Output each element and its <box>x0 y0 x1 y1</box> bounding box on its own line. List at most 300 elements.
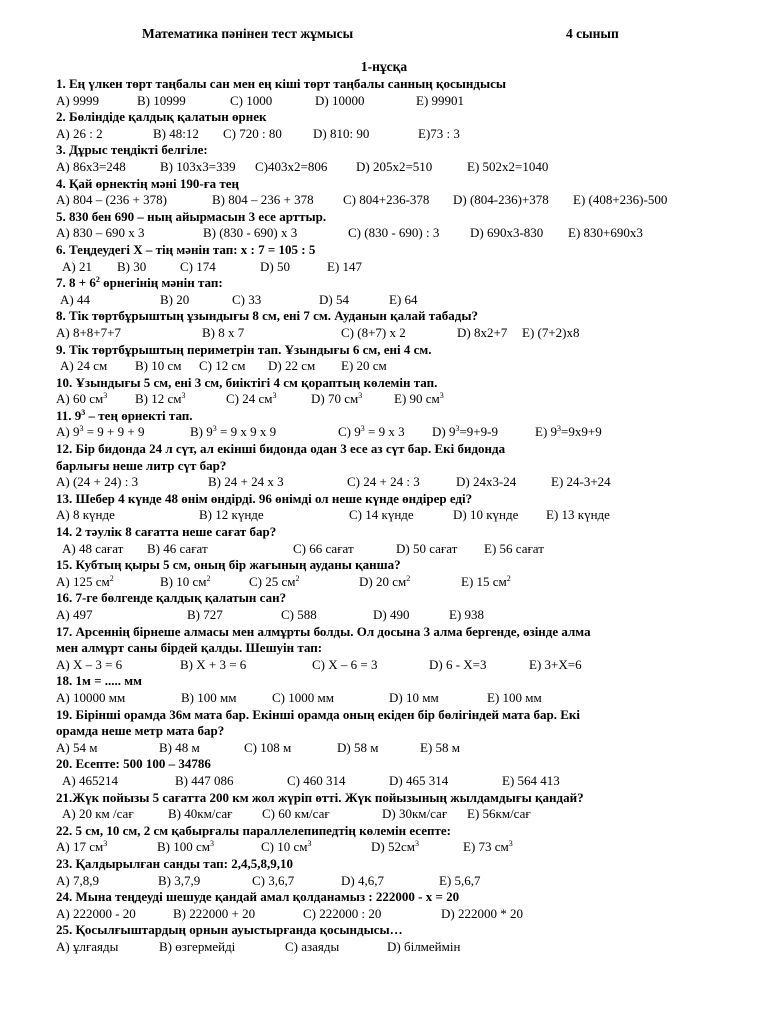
question-6 <box>56 242 756 259</box>
answer-option-d <box>382 806 447 823</box>
answer-option-d <box>432 424 498 441</box>
answer-option-text: С) 460 314 <box>287 772 346 788</box>
answer-option-c <box>232 292 261 309</box>
answer-option-text: В) 12 см <box>135 391 182 407</box>
question-text <box>56 590 756 607</box>
answer-option-a <box>56 607 92 624</box>
answer-option-superscript: 3 <box>212 424 217 434</box>
question-text-main: 9. Тiк төртбұрыштың периметрiн тап. Ұзындығы 6 см, енi 4 см. <box>56 341 432 357</box>
answer-option-b <box>202 325 244 342</box>
answer-option-text: А) 10000 мм <box>56 689 126 705</box>
answer-option-text: D) 4,6,7 <box>341 872 384 888</box>
question-text <box>56 524 756 541</box>
answer-option-text: С) (8+7) х 2 <box>341 324 406 340</box>
question-text <box>56 308 756 325</box>
question-text <box>56 275 756 292</box>
question-text-main: 10. Ұзындығы 5 см, енi 3 см, биiктiгi 4 см қораптың көлемiн тап. <box>56 374 438 390</box>
answer-option-text: В) 8 х 7 <box>202 324 245 340</box>
answer-option-text: В) 3,7,9 <box>158 872 201 888</box>
answer-options <box>56 325 756 342</box>
answer-option-superscript: 3 <box>307 839 312 849</box>
answer-option-text: E) 56 сағат <box>484 540 544 556</box>
answer-option-text: D) 9 <box>432 424 456 440</box>
question-text-main: 3. Дұрыс теңдiктi белгiле: <box>56 142 208 158</box>
answer-option-c <box>338 424 405 441</box>
answer-option-c <box>347 474 420 491</box>
answer-option-text: E) 147 <box>327 258 363 274</box>
question-text-main: 16. 7-ге бөлгенде қалдық қалатын сан? <box>56 590 287 606</box>
answer-option-text: D) 222000 * 20 <box>441 905 523 921</box>
question-7 <box>56 275 756 292</box>
answer-option-c <box>226 391 277 408</box>
answer-option-text: В) 12 күнде <box>199 507 264 523</box>
answer-option-text: А) ұлғаяды <box>56 938 119 954</box>
answer-option-text: С) 25 см <box>249 573 296 589</box>
answer-options <box>56 391 756 408</box>
answer-option-e <box>389 292 418 309</box>
answer-option-text: С) 33 <box>232 291 262 307</box>
question-15 <box>56 557 756 574</box>
answer-option-a <box>62 259 92 276</box>
answer-options <box>56 358 756 375</box>
answer-option-b <box>137 93 186 110</box>
answer-option-text: В) 20 <box>160 291 190 307</box>
answer-options <box>56 690 756 707</box>
answer-option-b <box>203 225 297 242</box>
answer-option-text: D) бiлмеймiн <box>387 938 461 954</box>
answer-option-superscript: 3 <box>414 839 419 849</box>
answer-option-e <box>394 391 444 408</box>
answer-option-text: В) 222000 + 20 <box>173 905 256 921</box>
answer-option-tail: = 9 + 9 + 9 <box>83 424 145 440</box>
answer-options <box>56 607 756 624</box>
answer-option-text: В) 10999 <box>137 92 186 108</box>
answer-option-a <box>60 358 107 375</box>
question-text <box>56 823 756 840</box>
answer-option-text: А) 20 км /сағ <box>62 806 134 822</box>
answer-option-text: В) өзгермейдi <box>159 938 236 954</box>
answer-option-text: D) 22 см <box>268 358 316 374</box>
question-text-main: 1. Ең үлкен төрт таңбалы сан мен ең кіші төрт таңбалы санның қосындысы <box>56 76 507 91</box>
answer-option-b <box>159 740 200 757</box>
question-23 <box>56 856 756 873</box>
answer-option-text: С) 24 + 24 : 3 <box>347 474 420 490</box>
question-9 <box>56 342 756 359</box>
answer-option-text: E) 502х2=1040 <box>467 158 549 174</box>
answer-option-b <box>158 873 200 890</box>
answer-option-tail: = 9 х 3 <box>364 424 405 440</box>
question-11 <box>56 408 756 425</box>
answer-option-b <box>160 574 211 591</box>
answer-option-e <box>487 690 542 707</box>
answer-options <box>56 773 756 790</box>
answer-option-d <box>389 773 448 790</box>
answer-option-a <box>56 126 103 143</box>
answer-option-text: E) 24-3+24 <box>551 474 611 490</box>
answer-option-text: А) 48 сағат <box>62 540 124 556</box>
answer-option-text: D) 30км/сағ <box>382 806 448 822</box>
question-text <box>56 109 756 126</box>
question-text <box>56 756 756 773</box>
answer-option-text: С) 24 см <box>226 391 273 407</box>
answer-option-e <box>568 225 643 242</box>
answer-options <box>56 806 756 823</box>
answer-option-d <box>356 159 432 176</box>
answer-options <box>56 424 756 441</box>
question-text <box>56 790 756 807</box>
answer-options <box>56 574 756 591</box>
question-text-main: 23. Қалдырылған санды тап: 2,4,5,8,9,10 <box>56 855 293 871</box>
question-text-main: 7. 8 + 6 <box>56 275 96 291</box>
answer-option-e <box>522 325 580 342</box>
answer-option-a <box>56 192 167 209</box>
answer-option-a <box>62 541 123 558</box>
answer-option-c <box>261 839 312 856</box>
answer-option-a <box>56 474 138 491</box>
answer-options <box>56 93 756 110</box>
answer-option-superscript: 3 <box>455 424 460 434</box>
answer-option-e <box>573 192 667 209</box>
question-13 <box>56 491 756 508</box>
answer-option-text: В) 447 086 <box>175 772 234 788</box>
answer-options <box>56 474 756 491</box>
answer-options <box>56 159 756 176</box>
answer-options <box>56 740 756 757</box>
answer-option-b <box>159 939 235 956</box>
question-2 <box>56 109 756 126</box>
answer-option-superscript: 2 <box>109 573 114 583</box>
question-text <box>56 673 756 690</box>
question-17 <box>56 624 756 657</box>
question-text <box>56 707 756 724</box>
answer-options <box>56 292 756 309</box>
answer-option-b <box>117 259 146 276</box>
question-text <box>56 76 756 93</box>
question-text-main: 11. 9 <box>56 407 82 423</box>
answer-option-a <box>56 939 118 956</box>
answer-options <box>56 839 756 856</box>
question-text-main: 19. Бiрiншi орамда 36м мата бар. Екiншi орамда оның екiден бiр бөлiгiндей мата бар. Екi <box>56 706 581 722</box>
answer-option-text: С) 174 <box>180 258 216 274</box>
answer-option-text: С) 3,6,7 <box>252 872 295 888</box>
answer-option-text: В) 48:12 <box>153 125 199 141</box>
answer-option-d <box>396 541 457 558</box>
answer-option-e <box>418 126 460 143</box>
answer-option-text: С) 66 сағат <box>293 540 354 556</box>
answer-option-text: E) 56км/сағ <box>467 806 531 822</box>
answer-option-e <box>551 474 611 491</box>
answer-option-text: В) 48 м <box>159 739 200 755</box>
answer-option-b <box>157 839 214 856</box>
answer-option-e <box>341 358 387 375</box>
answer-option-text: В) 9 <box>190 424 213 440</box>
answer-option-text: С) 14 күнде <box>349 507 414 523</box>
answer-option-text: D) 52см <box>371 839 415 855</box>
answer-option-text: А) 60 см <box>56 391 104 407</box>
answer-option-text: С) 12 см <box>199 358 246 374</box>
question-text <box>56 342 756 359</box>
answer-option-c <box>303 906 381 923</box>
question-text-main: 14. 2 тәулiк 8 сағатта неше сағат бар? <box>56 524 277 540</box>
answer-options <box>56 259 756 276</box>
question-4 <box>56 176 756 193</box>
answer-option-text: D) 58 м <box>337 739 379 755</box>
answer-option-d <box>387 939 460 956</box>
answer-option-text: D) 205х2=510 <box>356 158 433 174</box>
answer-option-text: В) 40км/сағ <box>168 806 233 822</box>
question-text <box>56 856 756 873</box>
answer-option-text: А) 125 см <box>56 573 110 589</box>
answer-option-text: А) 804 – (236 + 378) <box>56 192 167 208</box>
question-20 <box>56 756 756 773</box>
answer-option-text: E) 564 413 <box>502 772 560 788</box>
answer-option-e <box>449 607 484 624</box>
answer-option-e <box>535 424 602 441</box>
answer-option-b <box>147 541 208 558</box>
questions-list <box>56 76 756 955</box>
answer-option-d <box>268 358 315 375</box>
answer-option-text: С) 588 <box>281 607 317 622</box>
answer-option-text: E) 3+Х=6 <box>529 656 582 672</box>
answer-option-text: А) 8+8+7+7 <box>56 324 121 340</box>
answer-option-text: С) 720 : 80 <box>223 125 282 141</box>
answer-option-a <box>56 325 121 342</box>
answer-option-d <box>453 507 518 524</box>
answer-option-superscript: 3 <box>79 424 84 434</box>
answer-option-b <box>199 507 264 524</box>
answer-option-c <box>272 690 334 707</box>
answer-option-text: А) 9 <box>56 424 80 440</box>
answer-option-a <box>56 225 144 242</box>
answer-option-c <box>341 325 406 342</box>
variant-label: 1-нұсқа <box>360 59 408 74</box>
question-text <box>56 889 756 906</box>
answer-option-superscript: 3 <box>360 424 365 434</box>
answer-option-c <box>287 773 346 790</box>
answer-option-text: А) 222000 - 20 <box>56 905 136 921</box>
answer-options <box>56 225 756 242</box>
answer-option-text: D) 20 см <box>359 573 407 589</box>
answer-option-superscript: 3 <box>358 391 363 401</box>
answer-option-text: В) 103х3=339 <box>160 158 236 174</box>
question-text <box>56 242 756 259</box>
answer-option-e <box>467 159 548 176</box>
document-title: Математика пәнінен тест жұмысы <box>142 26 354 41</box>
answer-option-b <box>180 657 246 674</box>
answer-option-superscript: 3 <box>508 839 513 849</box>
question-text-main: 8. Тiк төртбұрыштың ұзындығы 8 см, енi 7 см. Ауданын қалай табады? <box>56 308 479 324</box>
answer-option-b <box>208 474 284 491</box>
answer-option-d <box>337 740 378 757</box>
answer-option-superscript: 3 <box>272 391 277 401</box>
answer-option-text: В) Х + 3 = 6 <box>180 656 247 672</box>
question-1 <box>56 76 756 93</box>
answer-option-b <box>181 690 236 707</box>
answer-option-text: В) 10 см <box>135 358 182 374</box>
answer-option-text: А) 7,8,9 <box>56 872 99 888</box>
answer-option-c <box>255 159 327 176</box>
grade-label: 4 сынып <box>566 26 619 41</box>
answer-option-text: А) 54 м <box>56 739 98 755</box>
answer-option-text: В) 10 см <box>160 573 207 589</box>
answer-option-text: В) 24 + 24 х 3 <box>208 474 284 490</box>
question-24 <box>56 889 756 906</box>
title-row <box>0 26 768 44</box>
answer-option-text: А) 9999 <box>56 92 99 108</box>
answer-option-text: E) 64 <box>389 291 418 307</box>
answer-options <box>56 939 756 956</box>
question-text-superscript: 3 <box>81 407 86 417</box>
answer-option-b <box>190 424 276 441</box>
answer-option-tail: =9+9-9 <box>459 424 498 440</box>
answer-option-text: А) 86х3=248 <box>56 158 126 174</box>
question-text-tail: өрнегiнiң мәнiн тап: <box>99 275 223 291</box>
question-22 <box>56 823 756 840</box>
question-text <box>56 557 756 574</box>
answer-option-a <box>56 159 126 176</box>
answer-option-d <box>441 906 523 923</box>
question-text-main: 24. Мына теңдеудi шешуде қандай амал қолданамыз : 222000 - х = 20 <box>56 889 460 905</box>
answer-option-superscript: 2 <box>506 573 511 583</box>
answer-option-text: С) 1000 мм <box>272 689 334 705</box>
question-text <box>56 441 756 458</box>
answer-option-d <box>311 391 362 408</box>
answer-option-text: А) (24 + 24) : 3 <box>56 474 139 490</box>
answer-option-text: E) (408+236)-500 <box>573 192 668 208</box>
answer-option-d <box>313 126 369 143</box>
question-text <box>56 209 756 226</box>
answer-option-text: В) 30 <box>117 258 147 274</box>
answer-option-text: С) 222000 : 20 <box>303 905 382 921</box>
answer-option-superscript: 2 <box>406 573 411 583</box>
answer-option-c <box>312 657 377 674</box>
answer-option-d <box>315 93 364 110</box>
answer-option-superscript: 2 <box>295 573 300 583</box>
answer-option-text: А) 497 <box>56 607 93 622</box>
answer-option-text: E) 938 <box>449 607 485 622</box>
answer-option-text: D) 70 см <box>311 391 359 407</box>
answer-option-d <box>373 607 409 624</box>
answer-option-e <box>420 740 460 757</box>
answer-option-text: E) 99901 <box>416 92 465 108</box>
answer-option-b <box>212 192 314 209</box>
answer-option-d <box>457 325 507 342</box>
answer-option-text: D) 465 314 <box>389 772 449 788</box>
answer-option-b <box>187 607 223 624</box>
answer-option-b <box>135 358 182 375</box>
answer-option-text: А) Х – 3 = 6 <box>56 656 123 672</box>
answer-option-c <box>349 507 414 524</box>
answer-option-text: E) 20 см <box>341 358 387 374</box>
answer-option-c <box>230 93 272 110</box>
answer-option-e <box>502 773 560 790</box>
answer-option-b <box>135 391 186 408</box>
answer-option-d <box>371 839 419 856</box>
answer-option-text: С) 9 <box>338 424 361 440</box>
question-text-main: 21.Жүк пойызы 5 сағатта 200 км жол жүрiп өттi. Жүк пойызының жылдамдығы қандай? <box>56 789 584 805</box>
answer-option-c <box>249 574 300 591</box>
question-25 <box>56 922 756 939</box>
answer-option-c <box>285 939 339 956</box>
answer-option-text: А) 44 <box>60 291 90 307</box>
answer-options <box>56 873 756 890</box>
answer-option-a <box>56 906 136 923</box>
answer-options <box>56 657 756 674</box>
answer-option-a <box>56 507 115 524</box>
question-text <box>56 624 756 641</box>
question-text-main: 25. Қосылғыштардың орнын ауыстырғанда қосындысы… <box>56 922 403 938</box>
answer-option-d <box>429 657 487 674</box>
answer-option-superscript: 3 <box>439 391 444 401</box>
answer-option-text: E) 5,6,7 <box>439 872 481 888</box>
answer-option-text: D) 8х2+7 <box>457 324 508 340</box>
answer-option-text: D) 690х3-830 <box>470 225 544 241</box>
answer-option-d <box>453 192 549 209</box>
answer-option-text: D) 6 - Х=3 <box>429 656 487 672</box>
answer-option-c <box>343 192 429 209</box>
answer-option-text: E)73 : 3 <box>418 125 460 141</box>
question-text-main: 20. Есепте: 500 100 – 34786 <box>56 756 211 772</box>
answer-option-text: D) (804-236)+378 <box>453 192 549 208</box>
answer-option-text: С) 60 км/сағ <box>262 806 330 822</box>
answer-option-c <box>348 225 439 242</box>
question-text-main: 2. Бөлiндiде қалдық қалатын өрнек <box>56 109 267 125</box>
question-text <box>56 375 756 392</box>
answer-options <box>56 507 756 524</box>
answer-option-c <box>281 607 317 624</box>
answer-option-e <box>416 93 464 110</box>
question-text <box>56 176 756 193</box>
answer-option-b <box>153 126 199 143</box>
answer-option-text: D) 810: 90 <box>313 125 370 141</box>
question-text-superscript: 2 <box>95 275 100 285</box>
answer-option-text: В) (830 - 690) х 3 <box>203 225 298 241</box>
answer-option-d <box>341 873 384 890</box>
answer-option-text: E) (7+2)х8 <box>522 324 580 340</box>
answer-option-a <box>56 873 99 890</box>
answer-option-tail: = 9 х 9 х 9 <box>216 424 277 440</box>
answer-option-c <box>293 541 354 558</box>
question-text-main: 17. Арсеннiң бiрнеше алмасы мен алмұрты болды. Ол досына 3 алма бергенде, өзiнде алма <box>56 623 591 639</box>
answer-option-text: E) 13 күнде <box>546 507 610 523</box>
answer-option-text: В) 804 – 236 + 378 <box>212 192 314 208</box>
question-text-main: 15. Кубтың қыры 5 см, оның бiр жағының ауданы қанша? <box>56 557 401 573</box>
question-text-tail: – тең өрнектi тап. <box>85 407 193 423</box>
answer-option-b <box>175 773 234 790</box>
answer-option-text: D) 50 сағат <box>396 540 458 556</box>
question-16 <box>56 590 756 607</box>
answer-option-d <box>359 574 410 591</box>
answer-option-e <box>484 541 544 558</box>
answer-option-text: В) 727 <box>187 607 223 622</box>
answer-option-e <box>467 806 531 823</box>
question-text <box>56 408 756 425</box>
answer-option-text: С) 10 см <box>261 839 308 855</box>
answer-option-text: E) 100 мм <box>487 689 542 705</box>
answer-option-superscript: 2 <box>206 573 211 583</box>
answer-option-c <box>223 126 282 143</box>
question-3 <box>56 142 756 159</box>
answer-option-text: С) 108 м <box>244 739 292 755</box>
answer-option-b <box>160 159 236 176</box>
question-text <box>56 922 756 939</box>
question-text-main: 12. Бiр бидонда 24 л сүт, ал екiншi бидонда одан 3 есе аз сүт бар. Екi бидонда <box>56 441 506 457</box>
answer-option-text: А) 8 күнде <box>56 507 115 523</box>
question-text-main: 4. Қай өрнектiң мәнi 190-ға тең <box>56 175 239 191</box>
question-text-main: 6. Теңдеудегi Х – тiң мәнiн тап: х : 7 = 105 : 5 <box>56 241 316 257</box>
answer-option-e <box>463 839 513 856</box>
question-text <box>56 142 756 159</box>
